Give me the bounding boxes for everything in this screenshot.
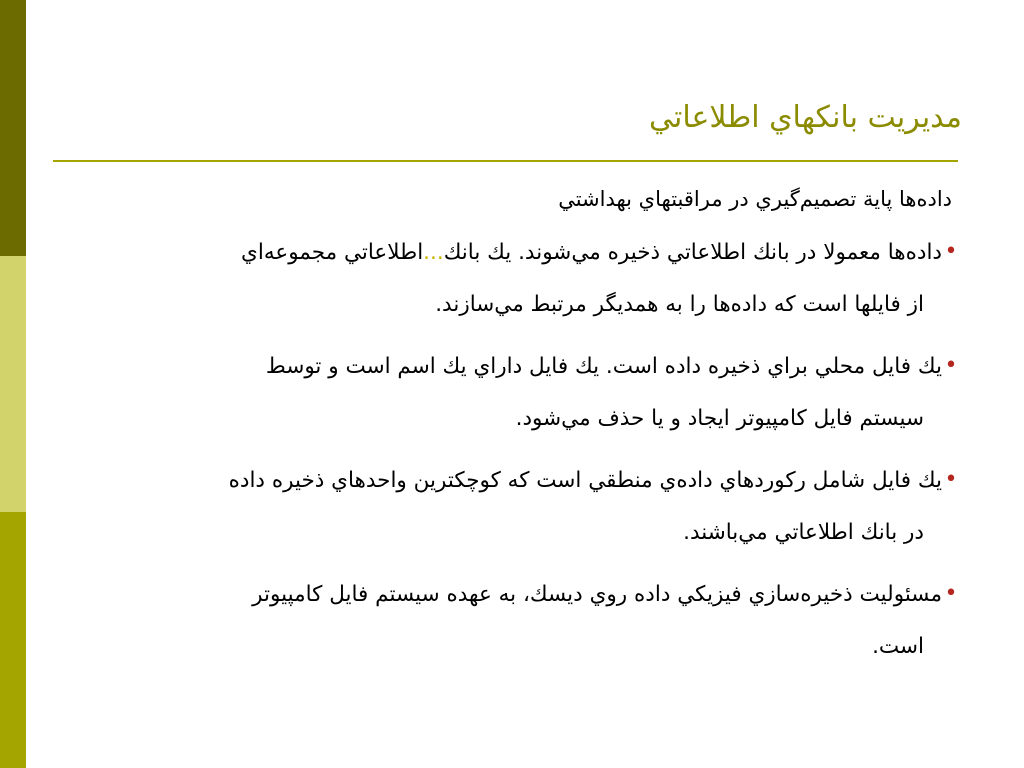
slide-content [60,183,960,683]
bullet-item-1 [60,227,960,331]
bullet-text-part2: اطلاعاتي مجموعه‌اي [241,240,424,265]
bullet-icon: • [944,581,958,606]
bullet-text-line1: يك فايل محلي براي ذخيره داده است. يك فايل داراي يك اسم است و توسط [265,354,942,379]
slide-title: مديريت بانكهاي اطلاعاتي [649,100,962,135]
bullet-text-line2: در بانك اطلاعاتي مي‌باشند. [683,520,924,545]
bullet-item-2 [60,341,960,445]
bullet-icon: • [944,239,958,264]
bullet-text [60,227,942,331]
bullet-text-line1: يك فايل شامل ركوردهاي داده‌ي منطقي است كه كوچكترين واحدهاي ذخيره داده [228,468,942,493]
bullet-text [60,569,942,673]
ellipsis-mark: ... [423,240,444,265]
bullet-item-3 [60,455,960,559]
intro-line: داده‌ها پاية تصميم‌گيري در مراقبتهاي بهداشتي [558,187,952,211]
bullet-text-part1: داده‌ها معمولا در بانك اطلاعاتي ذخيره مي‌شوند. يك بانك [443,240,942,265]
bullet-item-4 [60,569,960,673]
sidebar-segment-bottom [0,512,26,768]
sidebar-segment-top [0,0,26,256]
bullet-text-line2: است. [872,634,924,659]
bullet-text-line2: سيستم فايل كامپيوتر ايجاد و يا حذف مي‌شود. [515,406,924,431]
bullet-icon: • [944,353,958,378]
bullet-text [60,455,942,559]
title-divider [53,160,958,162]
sidebar-segment-middle [0,256,26,512]
bullet-text-line2: از فايلها است كه داده‌ها را به همديگر مرتبط مي‌سازند. [435,292,924,317]
bullet-icon: • [944,467,958,492]
bullet-text-line1: مسئوليت ذخيره‌سازي فيزيكي داده روي ديسك، به عهده سيستم فايل كامپيوتر [252,582,942,607]
bullet-text [60,341,942,445]
